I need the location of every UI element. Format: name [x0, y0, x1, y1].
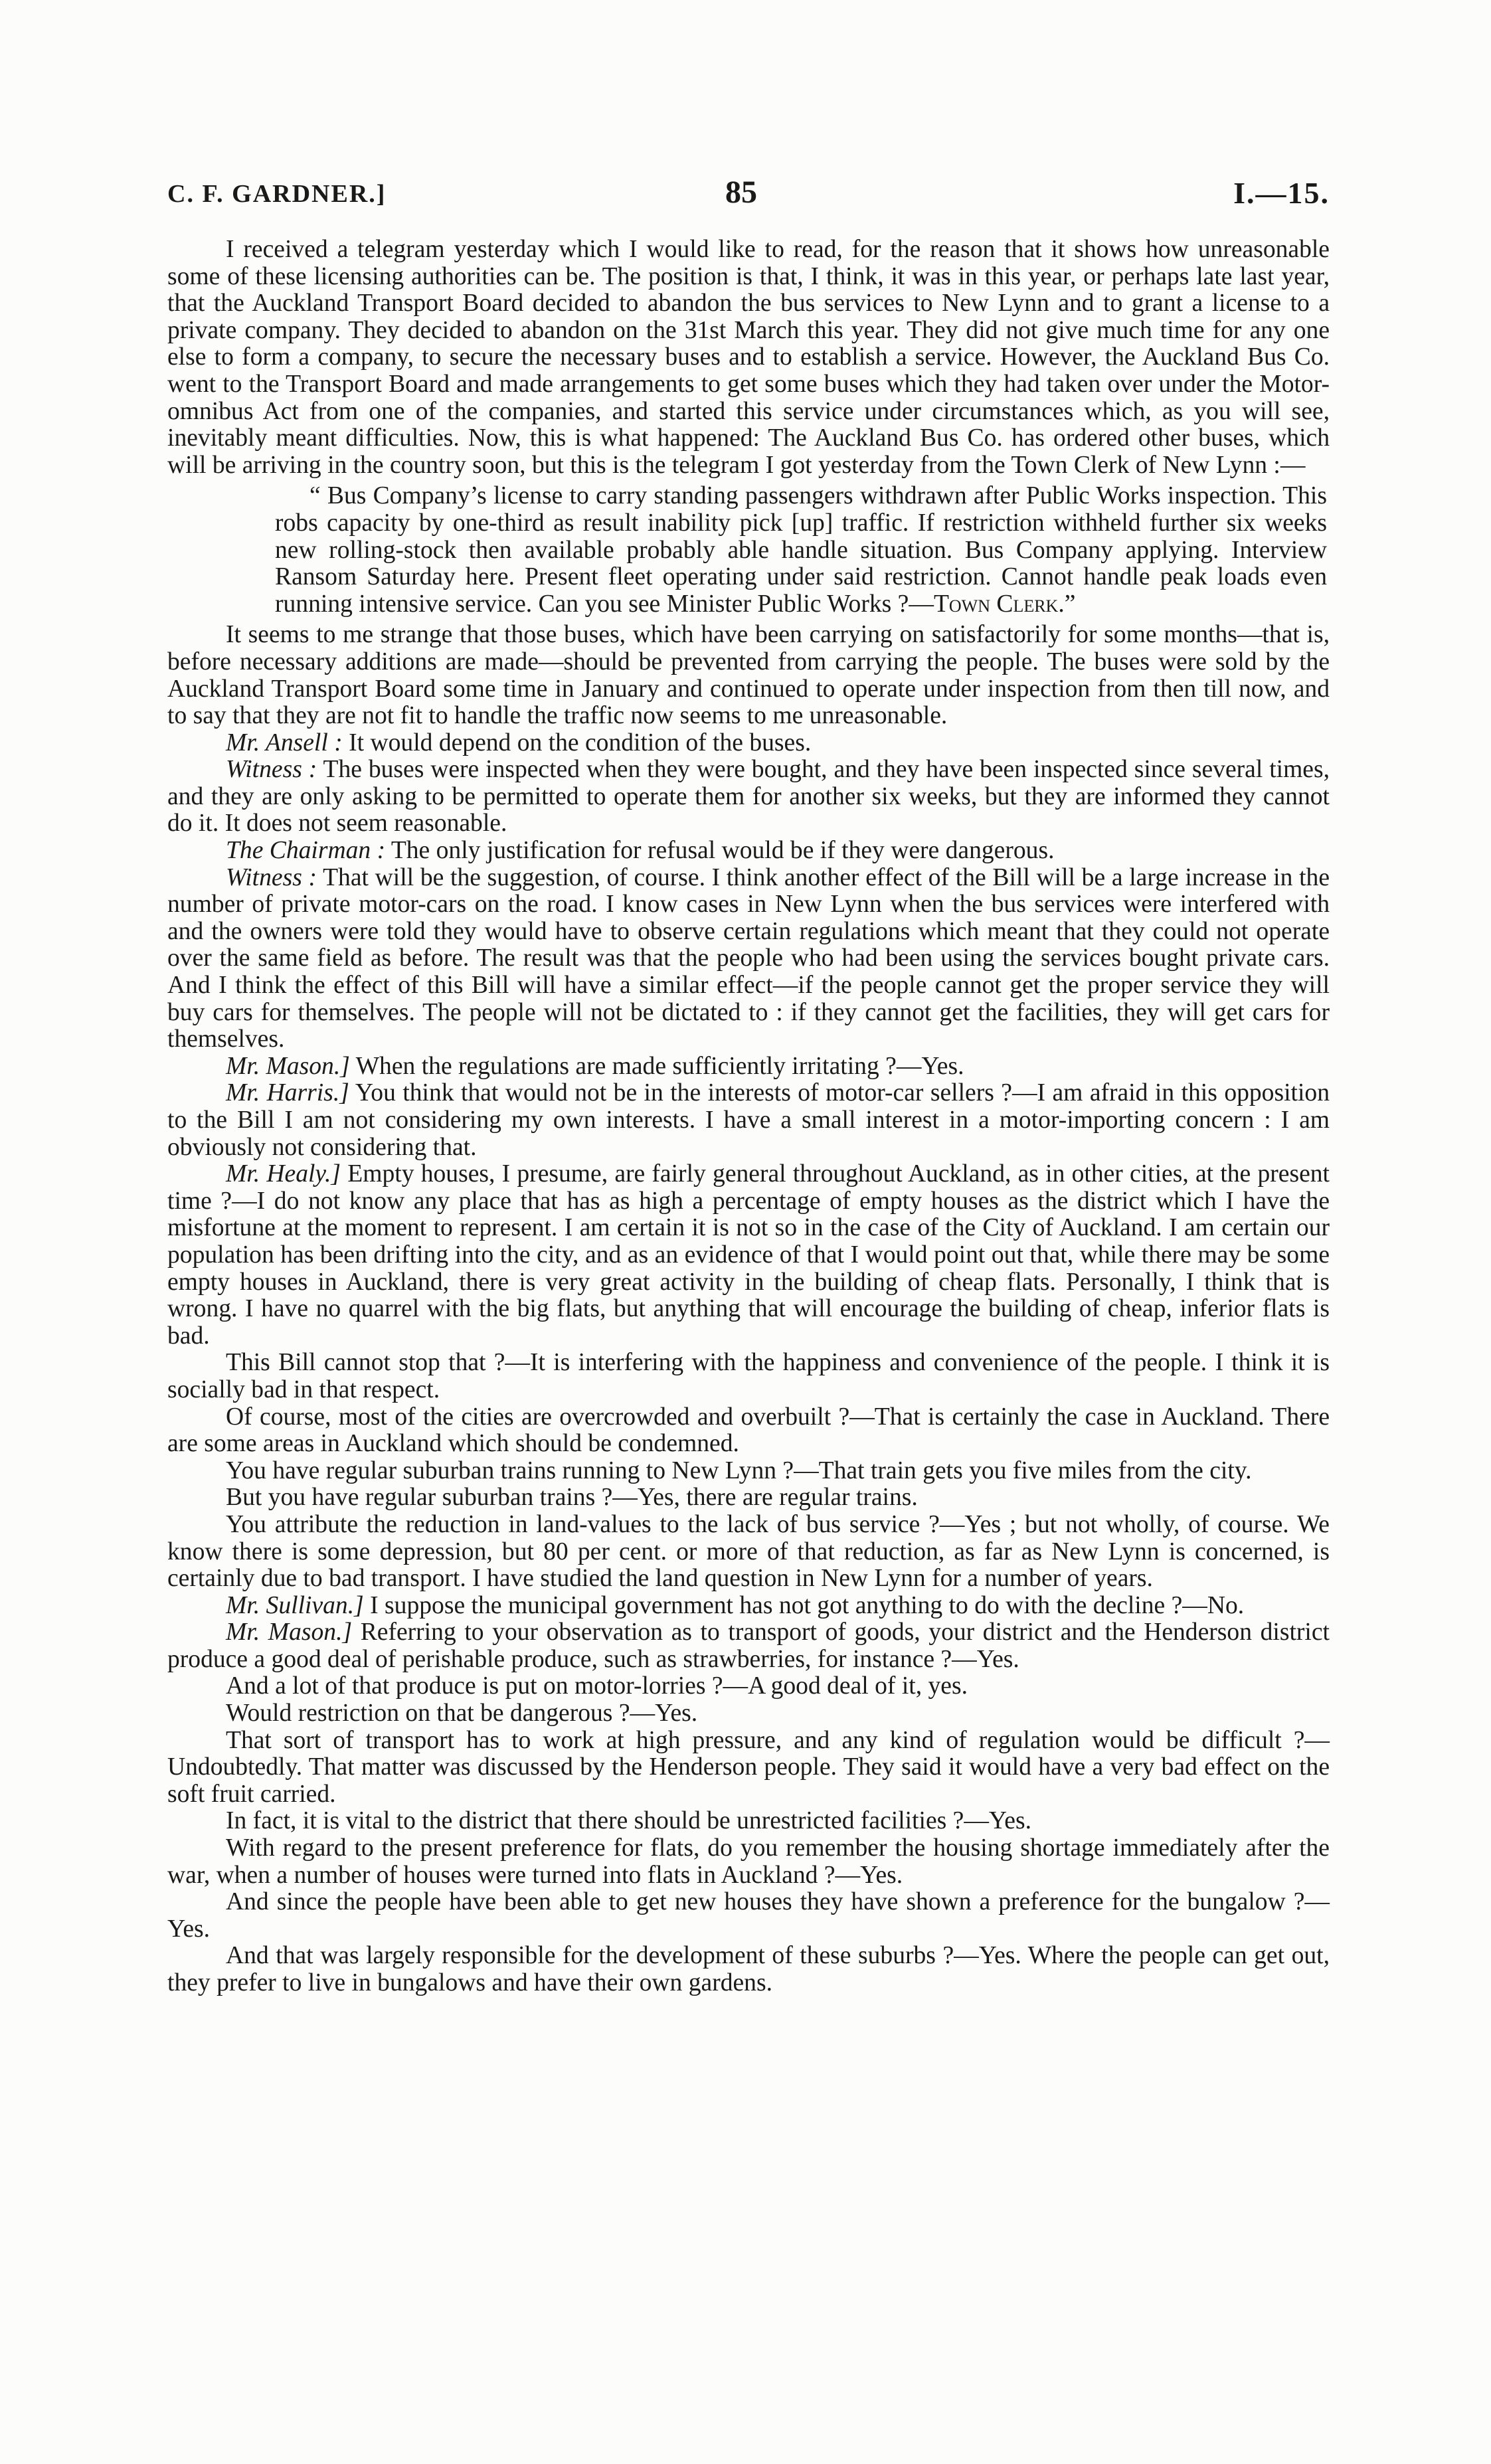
paragraph [167, 837, 1330, 865]
paragraph [167, 1808, 1330, 1835]
paragraph [167, 756, 1330, 837]
paragraph-text: When the regulations are made sufficiently irritating ?—Yes. [355, 1052, 964, 1080]
paragraph-text: With regard to the present preference for flats, do you remember the housing shortage immediately after the war, when a number of houses were turned into flats in Auckland ?—Yes. [167, 1834, 1330, 1889]
paragraph-text: The only justification for refusal would be if they were dangerous. [391, 837, 1055, 865]
paragraph [167, 1835, 1330, 1889]
paragraph-text: And a lot of that produce is put on motor-lorries ?—A good deal of it, yes. [226, 1672, 968, 1700]
paragraph [167, 1404, 1330, 1458]
paragraph [167, 1080, 1330, 1161]
paragraph-text: That sort of transport has to work at high pressure, and any kind of regulation would be difficult ?—Undoubtedly. That matter was discussed by the Henderson people. They said it would have a very bad effect on the soft fruit carried. [167, 1726, 1330, 1808]
document-body [167, 236, 1330, 1997]
quote-signature: Town Clerk. [933, 590, 1065, 618]
paragraph-text: Of course, most of the cities are overcrowded and overbuilt ?—That is certainly the case in Auckland. There are some areas in Auckland which should be condemned. [167, 1403, 1330, 1458]
paragraph-text: It would depend on the condition of the buses. [349, 729, 812, 756]
quote-close: ” [1064, 590, 1076, 618]
speaker-label: Witness : [226, 756, 317, 784]
paragraph [167, 1700, 1330, 1727]
paragraph-text: You attribute the reduction in land-values to the lack of bus service ?—Yes ; but not wholly, of course. We know there is some depression, but 80 per cent. or more of that reduction, as far as New Lynn is concerned, is certainly due to bad transport. I have studied the land question in New Lynn for a number of years. [167, 1510, 1330, 1593]
paragraph [167, 1053, 1330, 1081]
speaker-label: Mr. Mason.] [226, 1052, 350, 1080]
paragraph [167, 865, 1330, 1053]
paragraph [167, 1619, 1330, 1673]
paragraph-text: Referring to your observation as to transport of goods, your district and the Henderson district produce a good deal of perishable produce, such as strawberries, for instance ?—Yes. [167, 1619, 1330, 1673]
speaker-label: Witness : [226, 863, 317, 891]
telegram-quote [275, 483, 1327, 618]
paragraph [167, 1512, 1330, 1593]
paragraph-text: And since the people have been able to get new houses they have shown a preference for the bungalow ?—Yes. [167, 1888, 1330, 1943]
paragraph [167, 1593, 1330, 1620]
paragraph-text: You think that would not be in the interests of motor-car sellers ?—I am afraid in this opposition to the Bill I am not considering my own interests. I have a small interest in a motor-importing concern : I am obviously not considering that. [167, 1079, 1330, 1161]
header-witness-name: C. F. GARDNER.] [167, 180, 387, 208]
paragraph-text: It seems to me strange that those buses, which have been carrying on satisfactorily for some months—that is, before necessary additions are made—should be prevented from carrying the people. The buses were sold by the Auckland Transport Board some time in January and continued to operate under inspection from then till now, and to say that they are not fit to handle the traffic now seems to me unreasonable. [167, 621, 1330, 730]
paragraph-text: I received a telegram yesterday which I would like to read, for the reason that it shows how unreasonable some of these licensing authorities can be. The position is that, I think, it was in this year, or perhaps late last year, that the Auckland Transport Board decided to abandon the bus services to New Lynn and to grant a license to a private company. They decided to abandon on the 31st March this year. They did not give much time for any one else to form a company, to secure the necessary buses and to establish a service. However, the Auckland Bus Co. went to the Transport Board and made arrangements to get some buses which they had taken over under the Motor-omnibus Act from one of the companies, and started this service under circumstances which, as you will see, inevitably meant difficulties. Now, this is what happened: The Auckland Bus Co. has ordered other buses, which will be arriving in the country soon, but this is the telegram I got yesterday from the Town Clerk of New Lynn :— [167, 236, 1330, 479]
paragraph-text: Empty houses, I presume, are fairly general throughout Auckland, as in other cities, at the present time ?—I do not know any place that has as high a percentage of empty houses as the district which I have the misfortune at the moment to represent. I am certain it is not so in the case of the City of Auckland. I am certain our population has been drifting into the city, and as an evidence of that I would point out that, while there may be some empty houses in Auckland, there is very great activity in the building of cheap flats. Personally, I think that is wrong. I have no quarrel with the big flats, but anything that will encourage the building of cheap, inferior flats is bad. [167, 1160, 1330, 1350]
paragraph-text: This Bill cannot stop that ?—It is interfering with the happiness and convenience of the people. I think it is socially bad in that respect. [167, 1349, 1330, 1403]
paragraph [167, 1458, 1330, 1485]
paragraph [167, 1943, 1330, 1996]
paragraph [167, 1350, 1330, 1403]
speaker-label: Mr. Healy.] [226, 1160, 341, 1188]
paragraph [167, 730, 1330, 757]
paragraph-text: And that was largely responsible for the development of these suburbs ?—Yes. Where the people can get out, they prefer to live in bungalows and have their own gardens. [167, 1942, 1330, 1996]
paragraph [167, 1484, 1330, 1512]
speaker-label: Mr. Sullivan.] [226, 1591, 364, 1619]
paragraph-text: That will be the suggestion, of course. I think another effect of the Bill will be a large increase in the number of private motor-cars on the road. I know cases in New Lynn when the bus services were interfered with and the owners were told they would have to observe certain regulations which meant that they could not operate over the same field as before. The result was that the people who had been using the services bought private cars. And I think the effect of this Bill will have a similar effect—if the people cannot get the proper service they will buy cars for themselves. The people will not be dictated to : if they cannot get the facilities, they will get cars for themselves. [167, 863, 1330, 1053]
paragraph [167, 1889, 1330, 1943]
speaker-label: Mr. Ansell : [226, 729, 343, 756]
quote-text: “ Bus Company’s license to carry standing passengers withdrawn after Public Works inspection. This robs capacity by one-third as result inability pick [up] traffic. If restriction withheld further six weeks new rolling-stock then available probably able handle situation. Bus Company applying. Interview Ransom Saturday here. Present fleet operating under said restriction. Cannot handle peak loads even running intensive service. Can you see Minister Public Works ?— [275, 482, 1327, 618]
speaker-label: Mr. Harris.] [226, 1079, 349, 1107]
paragraph-text: I suppose the municipal government has not got anything to do with the decline ?—No. [370, 1591, 1245, 1619]
paragraph-text: Would restriction on that be dangerous ?—Yes. [226, 1700, 698, 1727]
speaker-label: Mr. Mason.] [226, 1619, 353, 1646]
paragraph [167, 622, 1330, 729]
paragraph-text: The buses were inspected when they were bought, and they have been inspected since several times, and they are only asking to be permitted to operate them for another six weeks, but they are informed they cannot do it. It does not seem reasonable. [167, 756, 1330, 837]
paragraph [167, 1673, 1330, 1700]
page-header [167, 174, 1330, 214]
paragraph-text: In fact, it is vital to the district that there should be unrestricted facilities ?—Yes. [226, 1807, 1031, 1835]
paragraph-text: You have regular suburban trains running to New Lynn ?—That train gets you five miles from the city. [226, 1456, 1252, 1484]
paragraph [167, 1161, 1330, 1350]
speaker-label: The Chairman : [226, 837, 386, 865]
paragraph-text: But you have regular suburban trains ?—Yes, there are regular trains. [226, 1484, 918, 1512]
header-document-ref: I.—15. [1233, 176, 1330, 210]
page-number: 85 [725, 175, 757, 210]
paragraph [167, 236, 1330, 479]
paragraph [167, 1727, 1330, 1808]
